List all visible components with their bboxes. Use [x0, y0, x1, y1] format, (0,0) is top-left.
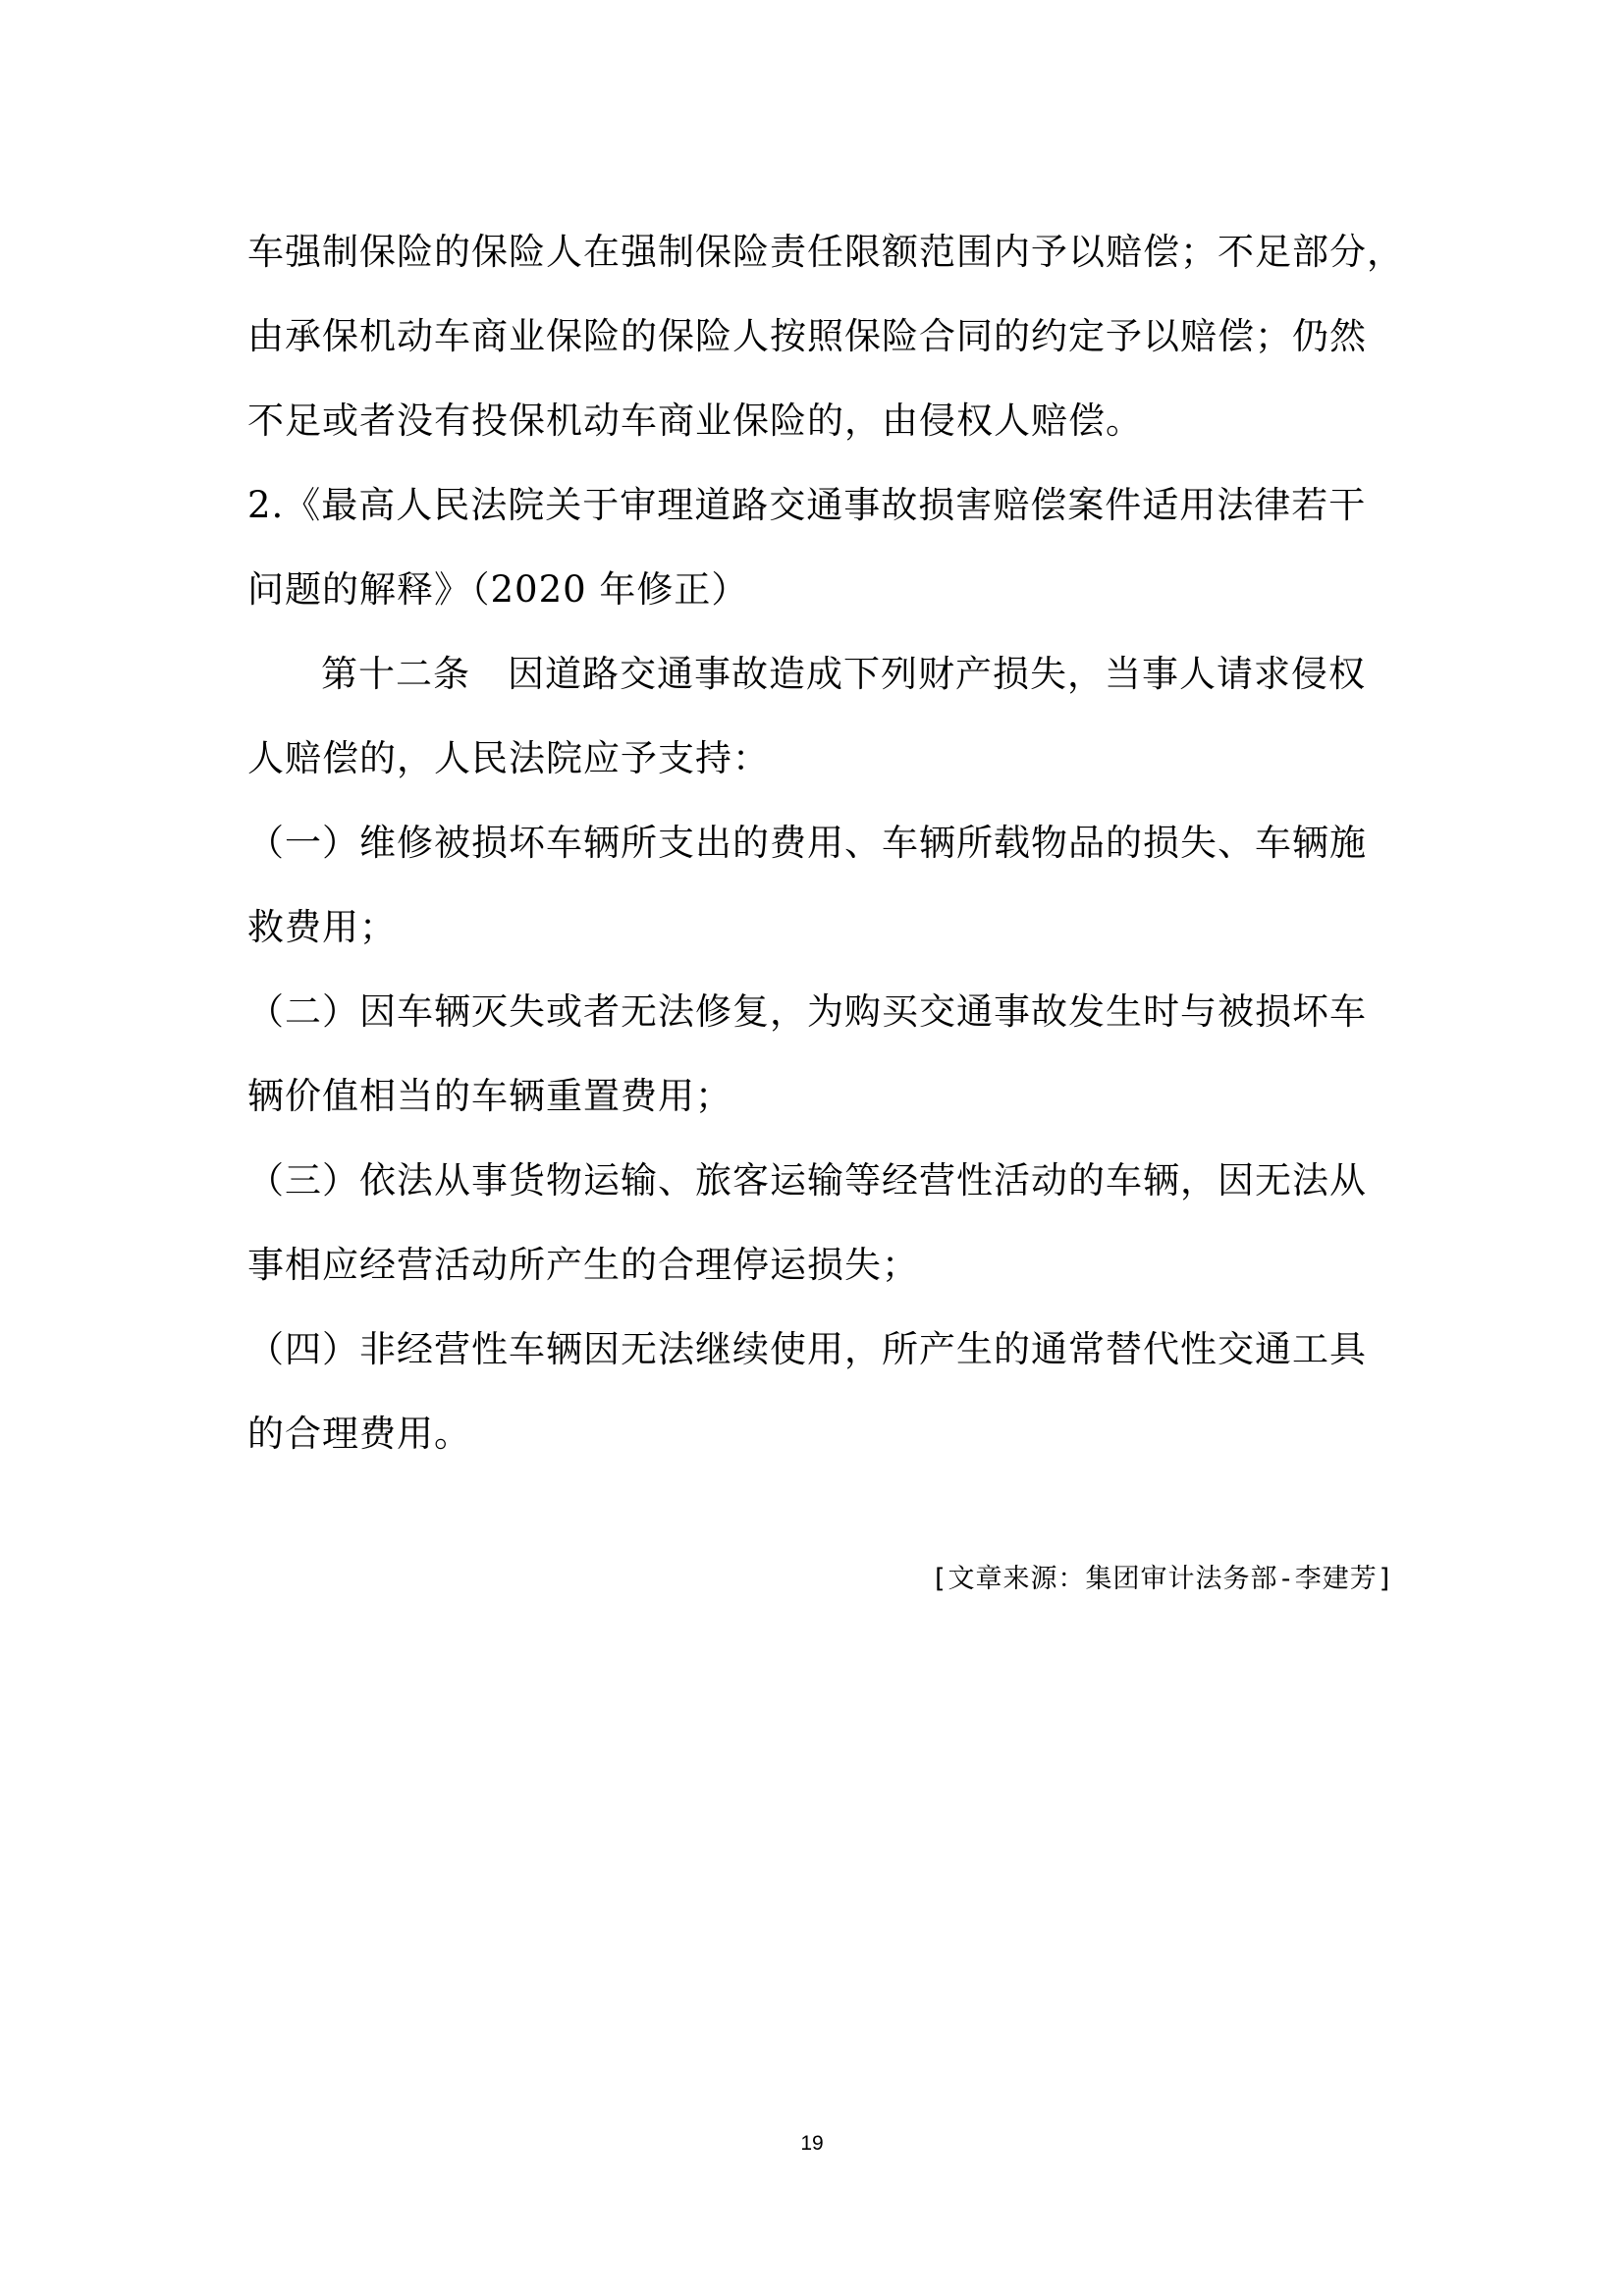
list-item-line: （二）因车辆灭失或者无法修复，为购买交通事故发生时与被损坏车 [247, 990, 1367, 1033]
list-item-line: （四）非经营性车辆因无法继续使用，所产生的通常替代性交通工具 [247, 1328, 1367, 1370]
body-line: 由承保机动车商业保险的保险人按照保险合同的约定予以赔偿；仍然 [247, 315, 1367, 357]
body-line: 车强制保险的保险人在强制保险责任限额范围内予以赔偿；不足部分， [247, 231, 1404, 273]
list-item-line: 事相应经营活动所产生的合理停运损失； [247, 1244, 919, 1286]
list-item-line: 的合理费用。 [247, 1413, 471, 1455]
article-line: 第十二条 因道路交通事故造成下列财产损失，当事人请求侵权 [321, 653, 1366, 695]
list-item-line: （一）维修被损坏车辆所支出的费用、车辆所载物品的损失、车辆施 [247, 822, 1367, 864]
body-line: 不足或者没有投保机动车商业保险的，由侵权人赔偿。 [247, 400, 1143, 442]
list-item-line: 救费用； [247, 906, 397, 948]
list-item-line: （三）依法从事货物运输、旅客运输等经营性活动的车辆，因无法从 [247, 1159, 1367, 1201]
list-item-line: 辆价值相当的车辆重置费用； [247, 1075, 732, 1117]
document-body [247, 210, 1404, 1476]
section-heading-line: 2.《最高人民法院关于审理道路交通事故损害赔偿案件适用法律若干 [247, 484, 1367, 526]
page-number: 19 [800, 2132, 824, 2155]
section-heading-line: 问题的解释》（2020 年修正） [247, 568, 749, 611]
article-line: 人赔偿的，人民法院应予支持： [247, 737, 770, 779]
article-source: [文章来源：集团审计法务部-李建芳] [931, 1564, 1394, 1594]
